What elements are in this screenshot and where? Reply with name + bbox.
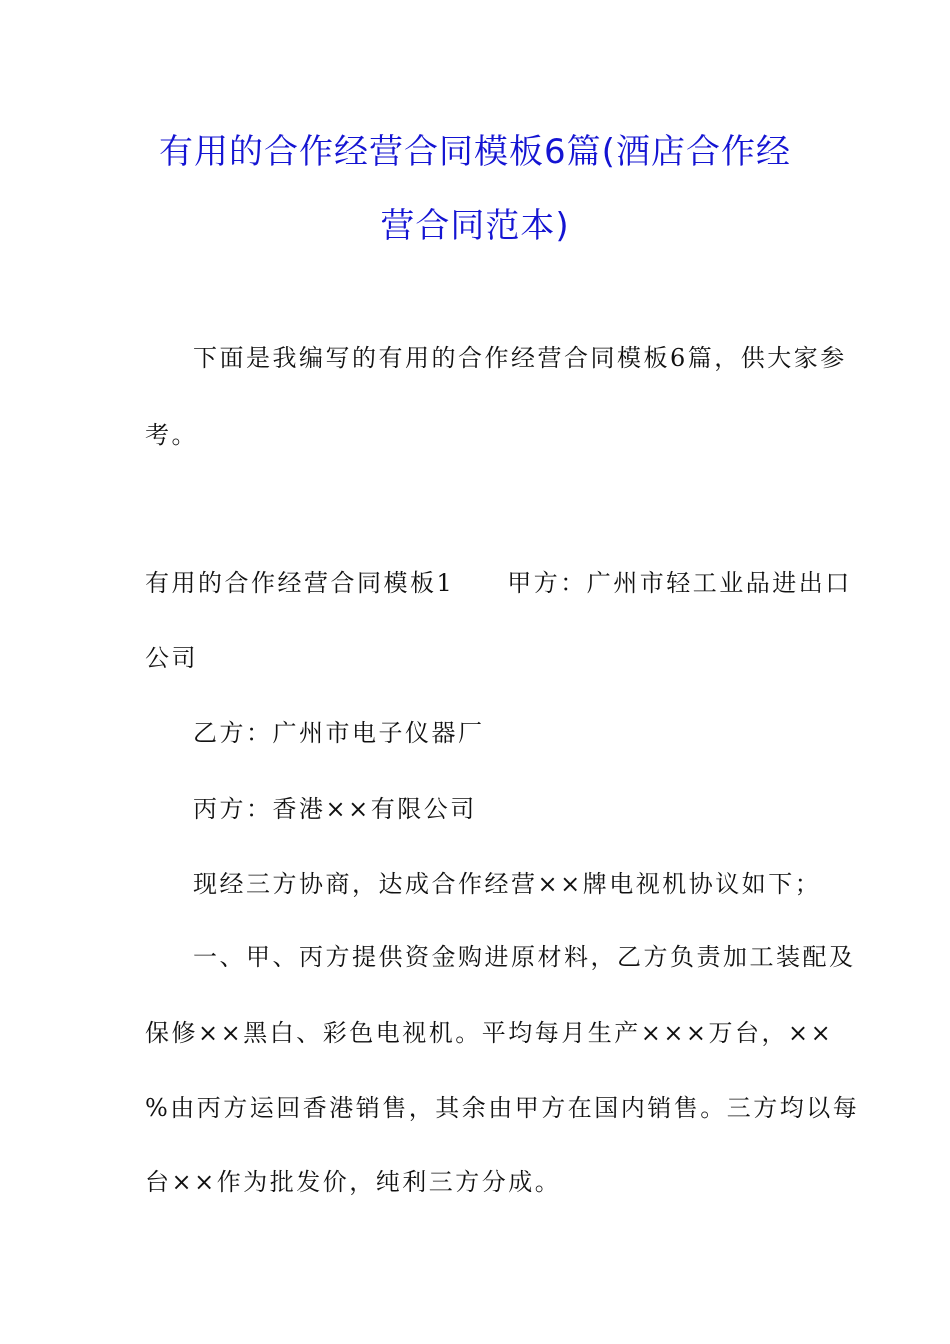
clause-1-line-3: %由丙方运回香港销售，其余由甲方在国内销售。三方均以每 bbox=[145, 1094, 860, 1122]
party-c-line: 丙方：香港××有限公司 bbox=[193, 795, 477, 823]
clause-1-line-1: 一、甲、丙方提供资金购进原材料，乙方负责加工装配及 bbox=[193, 943, 856, 971]
template-heading-line: 有用的合作经营合同模板1 甲方：广州市轻工业品进出口 bbox=[145, 569, 852, 597]
document-title-line-1: 有用的合作经营合同模板6篇(酒店合作经 bbox=[159, 132, 791, 172]
intro-paragraph-line-1: 下面是我编写的有用的合作经营合同模板6篇，供大家参 bbox=[193, 344, 847, 372]
document-title-line-2: 营合同范本) bbox=[380, 206, 570, 246]
agreement-intro-line: 现经三方协商，达成合作经营××牌电视机协议如下； bbox=[193, 870, 822, 898]
clause-1-line-2: 保修××黑白、彩色电视机。平均每月生产×××万台，×× bbox=[145, 1019, 834, 1047]
party-b-line: 乙方：广州市电子仪器厂 bbox=[193, 719, 485, 747]
party-a-continuation: 公司 bbox=[145, 644, 198, 672]
intro-paragraph-line-2: 考。 bbox=[145, 421, 198, 449]
clause-1-line-4: 台××作为批发价，纯利三方分成。 bbox=[145, 1168, 562, 1196]
